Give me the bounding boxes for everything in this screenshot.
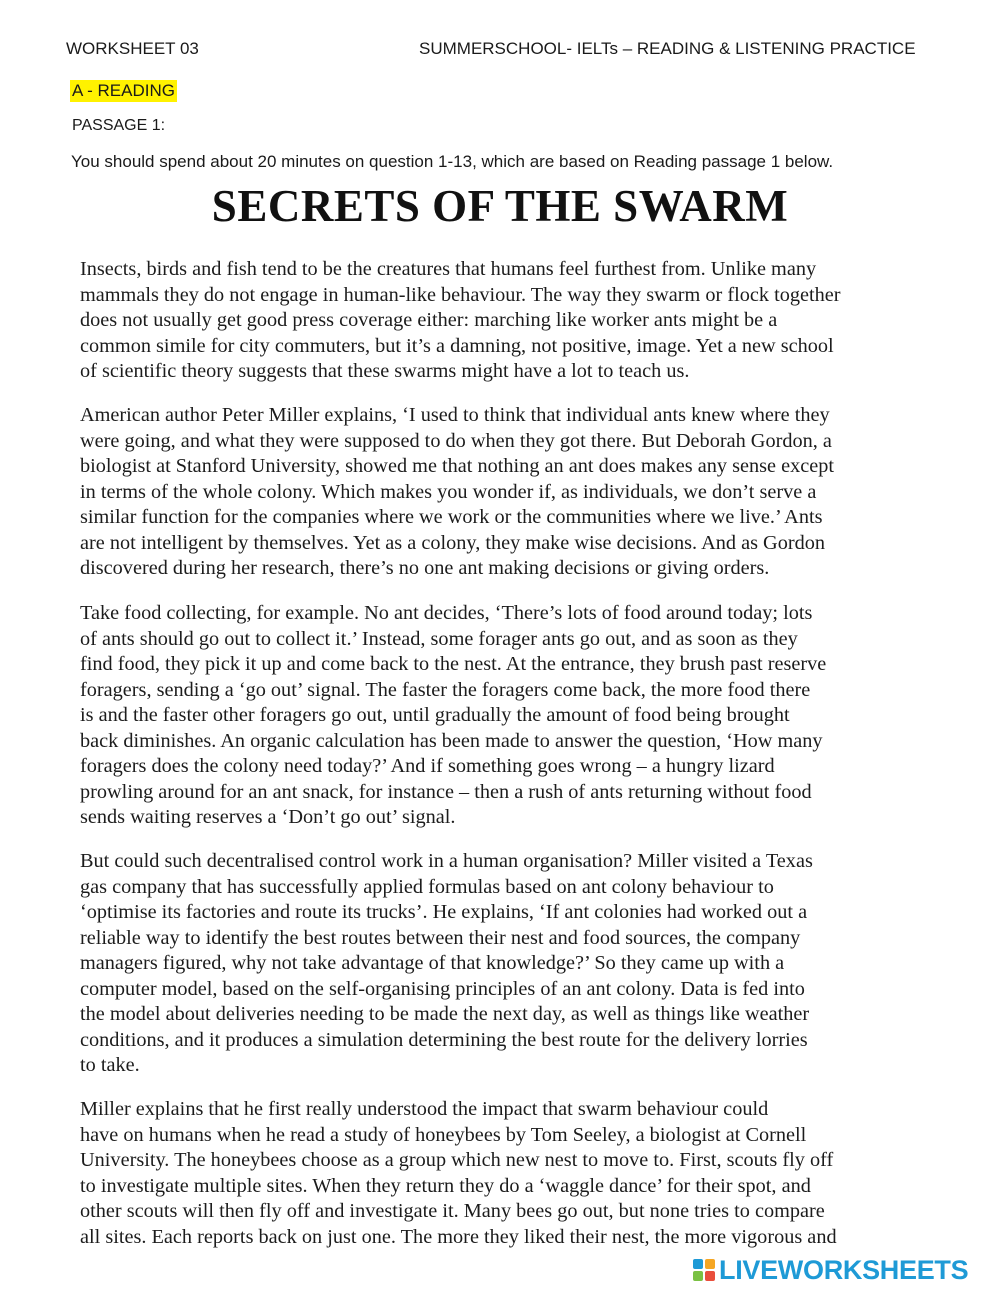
logo-mark-square — [705, 1271, 715, 1281]
paragraph-line: gas company that has successfully applied formulas based on ant colony behaviour to — [80, 875, 774, 898]
paragraph-line: of scientific theory suggests that these swarms might have a lot to teach us. — [80, 360, 690, 382]
paragraph-line: to take. — [80, 1054, 140, 1076]
paragraph-line: back diminishes. An organic calculation has been made to answer the question, ‘How many — [80, 729, 823, 752]
passage-label: PASSAGE 1: — [72, 117, 166, 134]
paragraph-line: were going, and what they were supposed to do when they got there. But Deborah Gordon, a — [80, 429, 832, 452]
logo-mark-square — [693, 1271, 703, 1281]
paragraph-line: foragers, sending a ‘go out’ signal. The faster the foragers come back, the more food there — [80, 678, 811, 701]
paragraph-line: reliable way to identify the best routes between their nest and food sources, the company — [80, 926, 801, 949]
paragraph-line: common simile for city commuters, but it’s a damning, not positive, image. Yet a new school — [80, 334, 834, 357]
paragraph-line: of ants should go out to collect it.’ Instead, some forager ants go out, and as soon as they — [80, 627, 798, 650]
paragraph-line: University. The honeybees choose as a group which new nest to move to. First, scouts fly off — [80, 1149, 834, 1171]
paragraph-line: prowling around for an ant snack, for instance – then a rush of ants returning without food — [80, 780, 812, 803]
paragraph-line: foragers does the colony need today?’ And if something goes wrong – a hungry lizard — [80, 755, 775, 777]
paragraph-3 — [80, 601, 950, 831]
paragraph-line: to investigate multiple sites. When they return they do a ‘waggle dance’ for their spot, and — [80, 1174, 811, 1197]
course-title: SUMMERSCHOOL- IELTs – READING & LISTENING PRACTICE — [419, 39, 916, 58]
paragraph-line: conditions, and it produces a simulation determining the best route for the delivery lorries — [80, 1028, 808, 1051]
paragraph-1 — [80, 257, 950, 385]
paragraph-2 — [80, 403, 950, 582]
paragraph-line: are not intelligent by themselves. Yet as a colony, they make wise decisions. And as Gordon — [80, 531, 826, 554]
instruction-text: You should spend about 20 minutes on question 1-13, which are based on Reading passage 1 below. — [71, 152, 834, 171]
paragraph-line: does not usually get good press coverage either: marching like worker ants might be a — [80, 309, 778, 331]
logo-mark-square — [693, 1259, 703, 1269]
liveworksheets-logo[interactable] — [693, 1254, 968, 1286]
section-heading: A - READING — [72, 81, 175, 100]
paragraph-line: managers figured, why not take advantage of that knowledge?’ So they came up with a — [80, 952, 785, 974]
paragraph-5 — [80, 1097, 950, 1250]
paragraph-line: have on humans when he read a study of honeybees by Tom Seeley, a biologist at Cornell — [80, 1123, 807, 1146]
paragraph-line: computer model, based on the self-organising principles of an ant colony. Data is fed into — [80, 977, 805, 1000]
paragraph-line: the model about deliveries needing to be made the next day, as well as things like weather — [80, 1003, 810, 1025]
paragraph-line: similar function for the companies where we work or the communities where we live.’ Ants — [80, 506, 823, 528]
paragraph-line: American author Peter Miller explains, ‘I used to think that individual ants knew where they — [80, 404, 830, 426]
paragraph-line: But could such decentralised control work in a human organisation? Miller visited a Texas — [80, 850, 813, 872]
paragraph-line: other scouts will then fly off and investigate it. Many bees go out, but none tries to compare — [80, 1200, 825, 1222]
paragraph-line: ‘optimise its factories and route its trucks’. He explains, ‘If ant colonies had worked out a — [80, 901, 808, 923]
paragraph-line: mammals they do not engage in human-like behaviour. The way they swarm or flock together — [80, 283, 841, 306]
paragraph-line: in terms of the whole colony. Which makes you wonder if, as individuals, we don’t serve a — [80, 480, 817, 503]
paragraph-line: all sites. Each reports back on just one. The more they liked their nest, the more vigorous and — [80, 1225, 837, 1248]
worksheet-number: WORKSHEET 03 — [66, 39, 199, 58]
paragraph-line: Miller explains that he first really understood the impact that swarm behaviour could — [80, 1098, 769, 1120]
paragraph-line: discovered during her research, there’s no one ant making decisions or giving orders. — [80, 557, 770, 579]
paragraph-line: sends waiting reserves a ‘Don’t go out’ signal. — [80, 806, 456, 828]
paragraph-line: Take food collecting, for example. No ant decides, ‘There’s lots of food around today; lots — [80, 602, 813, 624]
paragraph-line: is and the faster other foragers go out, until gradually the amount of food being brought — [80, 704, 790, 726]
logo-wordmark: LIVEWORKSHEETS — [719, 1254, 969, 1285]
paragraph-line: Insects, birds and fish tend to be the creatures that humans feel furthest from. Unlike many — [80, 258, 817, 280]
passage-title: SECRETS OF THE SWARM — [211, 181, 789, 231]
liveworksheets-mark-icon — [693, 1259, 715, 1281]
logo-mark-square — [705, 1259, 715, 1269]
paragraph-line: find food, they pick it up and come back to the nest. At the entrance, they brush past reserve — [80, 653, 827, 675]
paragraph-line: biologist at Stanford University, showed me that nothing an ant does makes any sense except — [80, 455, 835, 477]
paragraph-4 — [80, 849, 950, 1079]
